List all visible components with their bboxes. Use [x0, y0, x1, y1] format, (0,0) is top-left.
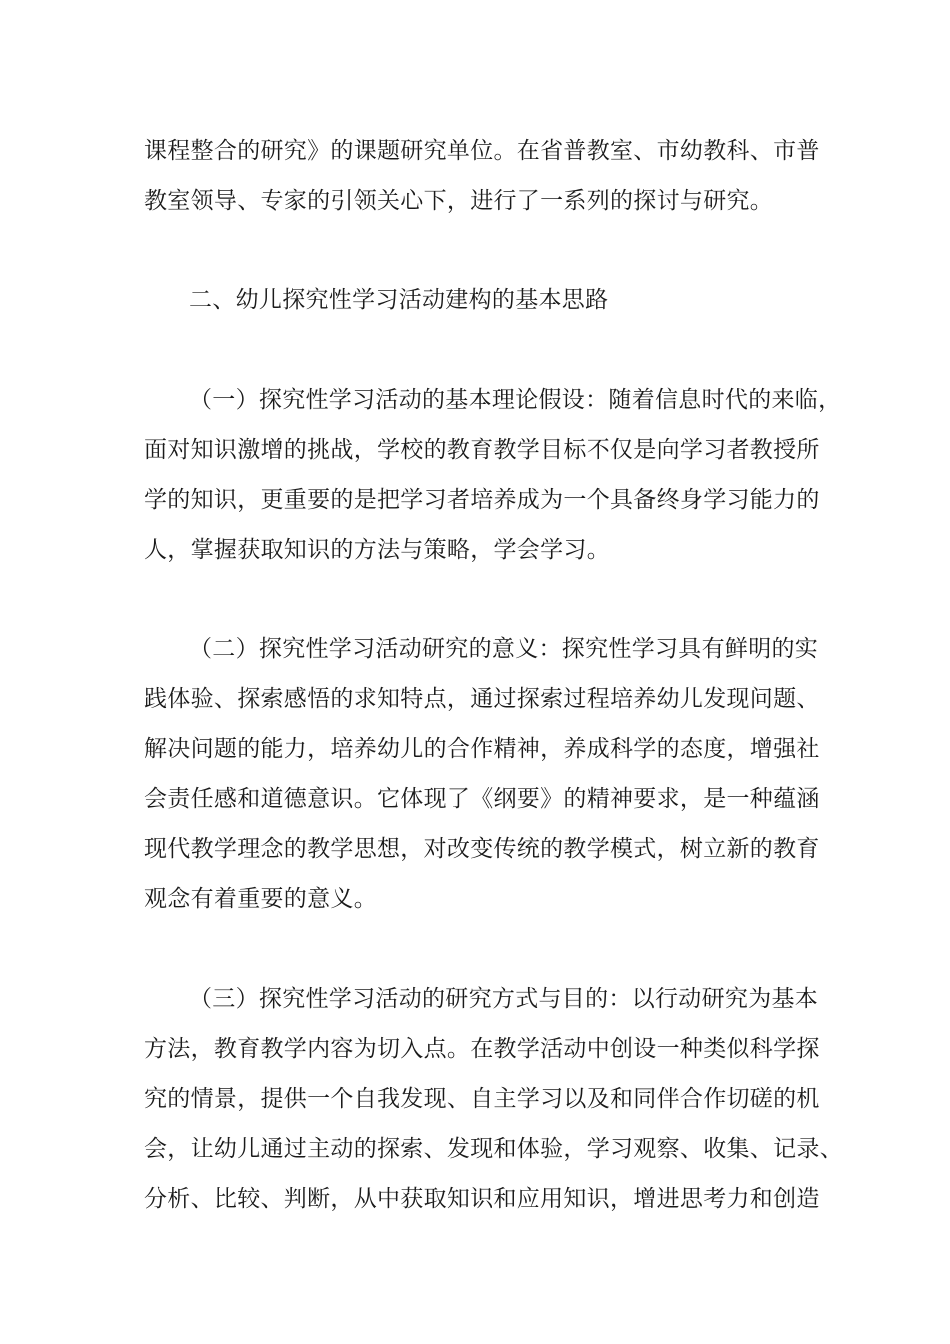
paragraph-2-line-5: 现代教学理念的教学思想，对改变传统的教学模式，树立新的教育	[144, 836, 820, 862]
paragraph-1-line-2: 面对知识激增的挑战，学校的教育教学目标不仅是向学习者教授所	[144, 437, 820, 463]
paragraph-3-line-5: 分析、比较、判断，从中获取知识和应用知识，增进思考力和创造	[144, 1186, 820, 1212]
intro-line-1: 课程整合的研究》的课题研究单位。在省普教室、市幼教科、市普	[144, 138, 820, 164]
paragraph-2-line-1: （二）探究性学习活动研究的意义：探究性学习具有鲜明的实	[189, 636, 819, 662]
paragraph-3-line-1: （三）探究性学习活动的研究方式与目的：以行动研究为基本	[189, 986, 819, 1012]
paragraph-2-line-3: 解决问题的能力，培养幼儿的合作精神，养成科学的态度，增强社	[144, 736, 820, 762]
paragraph-3-line-2: 方法，教育教学内容为切入点。在教学活动中创设一种类似科学探	[144, 1036, 820, 1062]
paragraph-3-line-4: 会，让幼儿通过主动的探索、发现和体验，学习观察、收集、记录、	[144, 1136, 843, 1162]
section-heading: 二、幼儿探究性学习活动建构的基本思路	[189, 287, 609, 313]
paragraph-2-line-6: 观念有着重要的意义。	[144, 886, 377, 912]
paragraph-1-line-4: 人，掌握获取知识的方法与策略，学会学习。	[144, 537, 610, 563]
paragraph-2-line-4: 会责任感和道德意识。它体现了《纲要》的精神要求，是一种蕴涵	[144, 786, 820, 812]
intro-line-2: 教室领导、专家的引领关心下，进行了一系列的探讨与研究。	[144, 188, 774, 214]
paragraph-2-line-2: 践体验、探索感悟的求知特点，通过探索过程培养幼儿发现问题、	[144, 686, 820, 712]
paragraph-1-line-3: 学的知识，更重要的是把学习者培养成为一个具备终身学习能力的	[144, 487, 820, 513]
paragraph-1-line-1: （一）探究性学习活动的基本理论假设：随着信息时代的来临，	[189, 387, 842, 413]
paragraph-3-line-3: 究的情景，提供一个自我发现、自主学习以及和同伴合作切磋的机	[144, 1086, 820, 1112]
